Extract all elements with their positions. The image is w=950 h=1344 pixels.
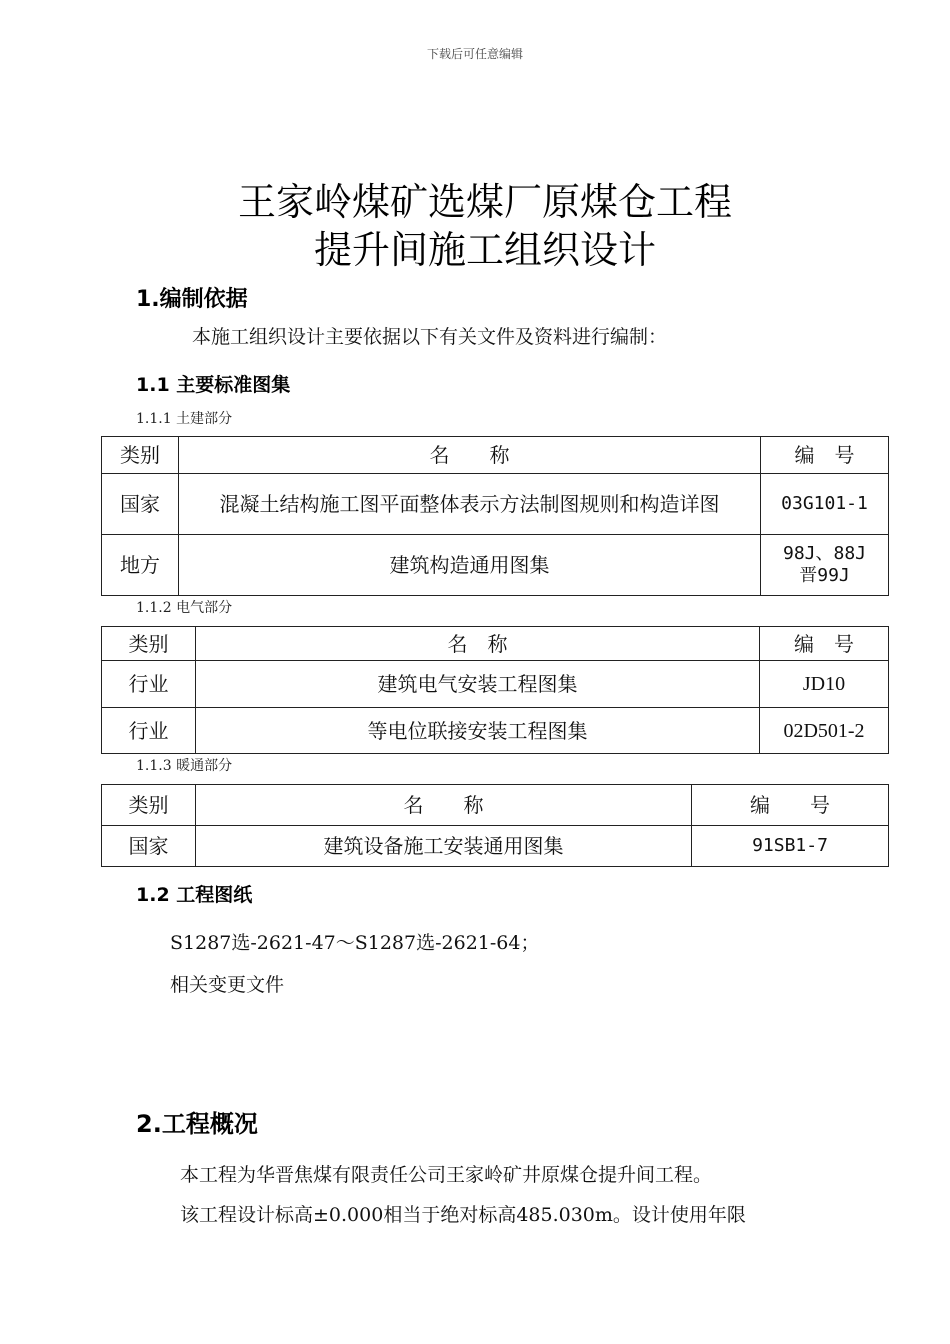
- cell-code: 98J、88J 晋99J: [761, 535, 889, 596]
- cell-category: 国家: [102, 474, 179, 535]
- header-code: 编 号: [692, 785, 889, 826]
- table-row: [102, 826, 889, 867]
- cell-name: 建筑电气安装工程图集: [196, 661, 760, 708]
- cell-code: 91SB1-7: [692, 826, 889, 867]
- section1-intro: 本施工组织设计主要依据以下有关文件及资料进行编制：: [192, 326, 668, 348]
- document-title-line1: 王家岭煤矿选煤厂原煤仓工程: [237, 180, 732, 224]
- header-name: 名 称: [196, 627, 760, 661]
- cell-code: 03G101-1: [761, 474, 889, 535]
- drawing-item: 相关变更文件: [170, 974, 285, 996]
- hvac-label: 1.1.3 暖通部分: [136, 758, 233, 774]
- civil-table: [101, 436, 889, 596]
- civil-label: 1.1.1 土建部分: [136, 411, 233, 427]
- section2-heading: 2.工程概况: [136, 1110, 258, 1138]
- header-note: 下载后可任意编辑: [426, 47, 523, 61]
- cell-name: 建筑设备施工安装通用图集: [196, 826, 692, 867]
- table-row: [102, 474, 889, 535]
- header-category: 类别: [102, 785, 196, 826]
- table-header-row: [102, 785, 889, 826]
- cell-category: 行业: [102, 708, 196, 754]
- header-code: 编 号: [761, 437, 889, 474]
- table-row: [102, 661, 889, 708]
- document-title-line2: 提升间施工组织设计: [313, 228, 656, 272]
- header-name: 名 称: [179, 437, 761, 474]
- overview-paragraph: 本工程为华晋焦煤有限责任公司王家岭矿井原煤仓提升间工程。: [180, 1164, 713, 1186]
- cell-category: 行业: [102, 661, 196, 708]
- drawing-item: S1287选-2621-47～S1287选-2621-64；: [170, 932, 540, 954]
- cell-code: 02D501-2: [760, 708, 889, 754]
- table-header-row: [102, 627, 889, 661]
- cell-name: 建筑构造通用图集: [179, 535, 761, 596]
- cell-category: 地方: [102, 535, 179, 596]
- cell-name: 等电位联接安装工程图集: [196, 708, 760, 754]
- table-row: [102, 535, 889, 596]
- electrical-table: [101, 626, 889, 754]
- section1-heading: 1.编制依据: [136, 287, 248, 312]
- header-name: 名 称: [196, 785, 692, 826]
- cell-category: 国家: [102, 826, 196, 867]
- header-category: 类别: [102, 437, 179, 474]
- table-header-row: [102, 437, 889, 474]
- header-code: 编 号: [760, 627, 889, 661]
- overview-paragraph: 该工程设计标高±0.000相当于绝对标高485.030m。设计使用年限: [180, 1204, 746, 1226]
- hvac-table: [101, 784, 889, 867]
- header-category: 类别: [102, 627, 196, 661]
- subsection-1-2-heading: 1.2 工程图纸: [136, 884, 253, 906]
- subsection-1-1-heading: 1.1 主要标准图集: [136, 374, 291, 396]
- electrical-label: 1.1.2 电气部分: [136, 600, 233, 616]
- table-row: [102, 708, 889, 754]
- cell-name: 混凝土结构施工图平面整体表示方法制图规则和构造详图: [179, 474, 761, 535]
- cell-code: JD10: [760, 661, 889, 708]
